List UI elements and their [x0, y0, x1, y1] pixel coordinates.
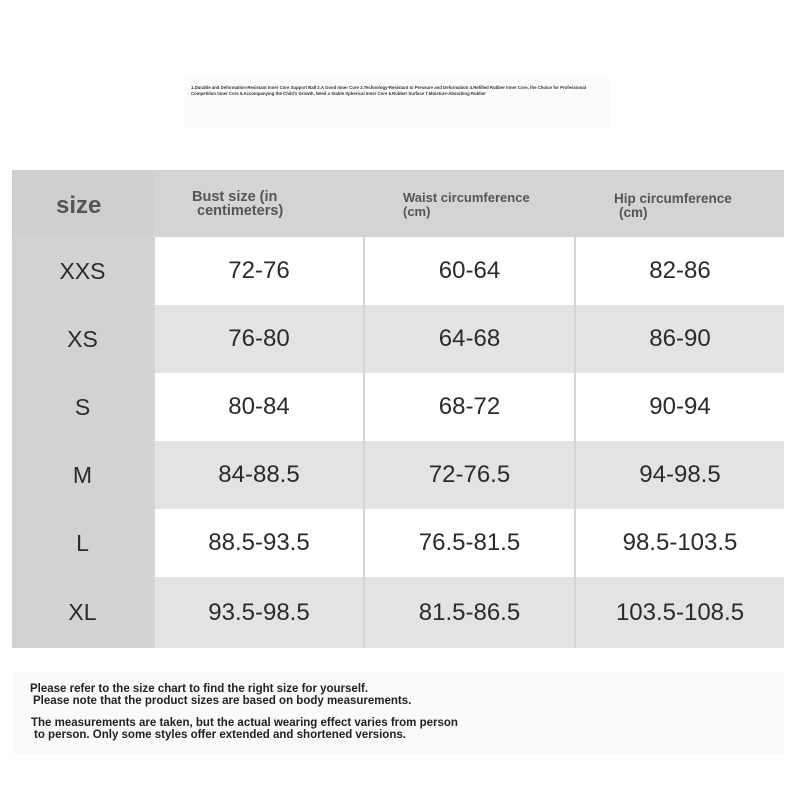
row-bust: 88.5-93.5	[153, 509, 363, 577]
row-hip: 94-98.5	[574, 441, 784, 509]
row-size: M	[12, 441, 153, 509]
row-hip: 98.5-103.5	[574, 509, 784, 577]
row-waist: 64-68	[363, 305, 574, 373]
size-notes	[12, 672, 784, 754]
row-hip: 90-94	[574, 373, 784, 441]
row-waist: 76.5-81.5	[363, 509, 574, 577]
row-size: L	[12, 509, 153, 577]
note-line-2: Please note that the product sizes are based on body measurements.	[33, 695, 412, 707]
row-size: XXS	[12, 237, 153, 305]
row-hip: 82-86	[574, 237, 784, 305]
header-waist	[363, 170, 574, 237]
header-bust	[153, 170, 363, 237]
row-size: S	[12, 373, 153, 441]
row-bust: 72-76	[153, 237, 363, 305]
row-size: XL	[12, 577, 153, 648]
header-hip-line2: (cm)	[619, 205, 648, 220]
row-bust: 76-80	[153, 305, 363, 373]
row-waist: 81.5-86.5	[363, 577, 574, 648]
feature-note: 1.Durable and Deformation-Resistant Inner Core Support Ball 2.A Good Inner Core 3.Technology-Resistant to Pressure and Deformation 4.Refilled Rubber Inner Core, the Choice for Professional Competition Inner Core 5.Accompanying the Child's Growth, Need a Stable Spherical Inner Core 6.Rubber Surface 7.Moisture-Absorbing Rubber	[185, 78, 610, 128]
header-hip	[574, 170, 784, 237]
size-chart-table	[12, 170, 784, 648]
row-hip: 86-90	[574, 305, 784, 373]
row-waist: 72-76.5	[363, 441, 574, 509]
row-hip: 103.5-108.5	[574, 577, 784, 648]
row-bust: 84-88.5	[153, 441, 363, 509]
note-line-1: Please refer to the size chart to find the right size for yourself.	[30, 683, 369, 695]
header-bust-line1: Bust size (in	[192, 189, 278, 205]
header-size: size	[12, 170, 153, 237]
header-bust-line2: centimeters)	[197, 203, 284, 219]
note-line-4: to person. Only some styles offer extended and shortened versions.	[34, 729, 406, 741]
header-waist-line1: Waist circumference	[403, 190, 530, 205]
header-waist-line2: (cm)	[403, 204, 431, 219]
row-size: XS	[12, 305, 153, 373]
header-hip-line1: Hip circumference	[614, 191, 732, 206]
note-line-3: The measurements are taken, but the actual wearing effect varies from person	[31, 717, 458, 729]
row-bust: 80-84	[153, 373, 363, 441]
row-bust: 93.5-98.5	[153, 577, 363, 648]
row-waist: 60-64	[363, 237, 574, 305]
row-waist: 68-72	[363, 373, 574, 441]
